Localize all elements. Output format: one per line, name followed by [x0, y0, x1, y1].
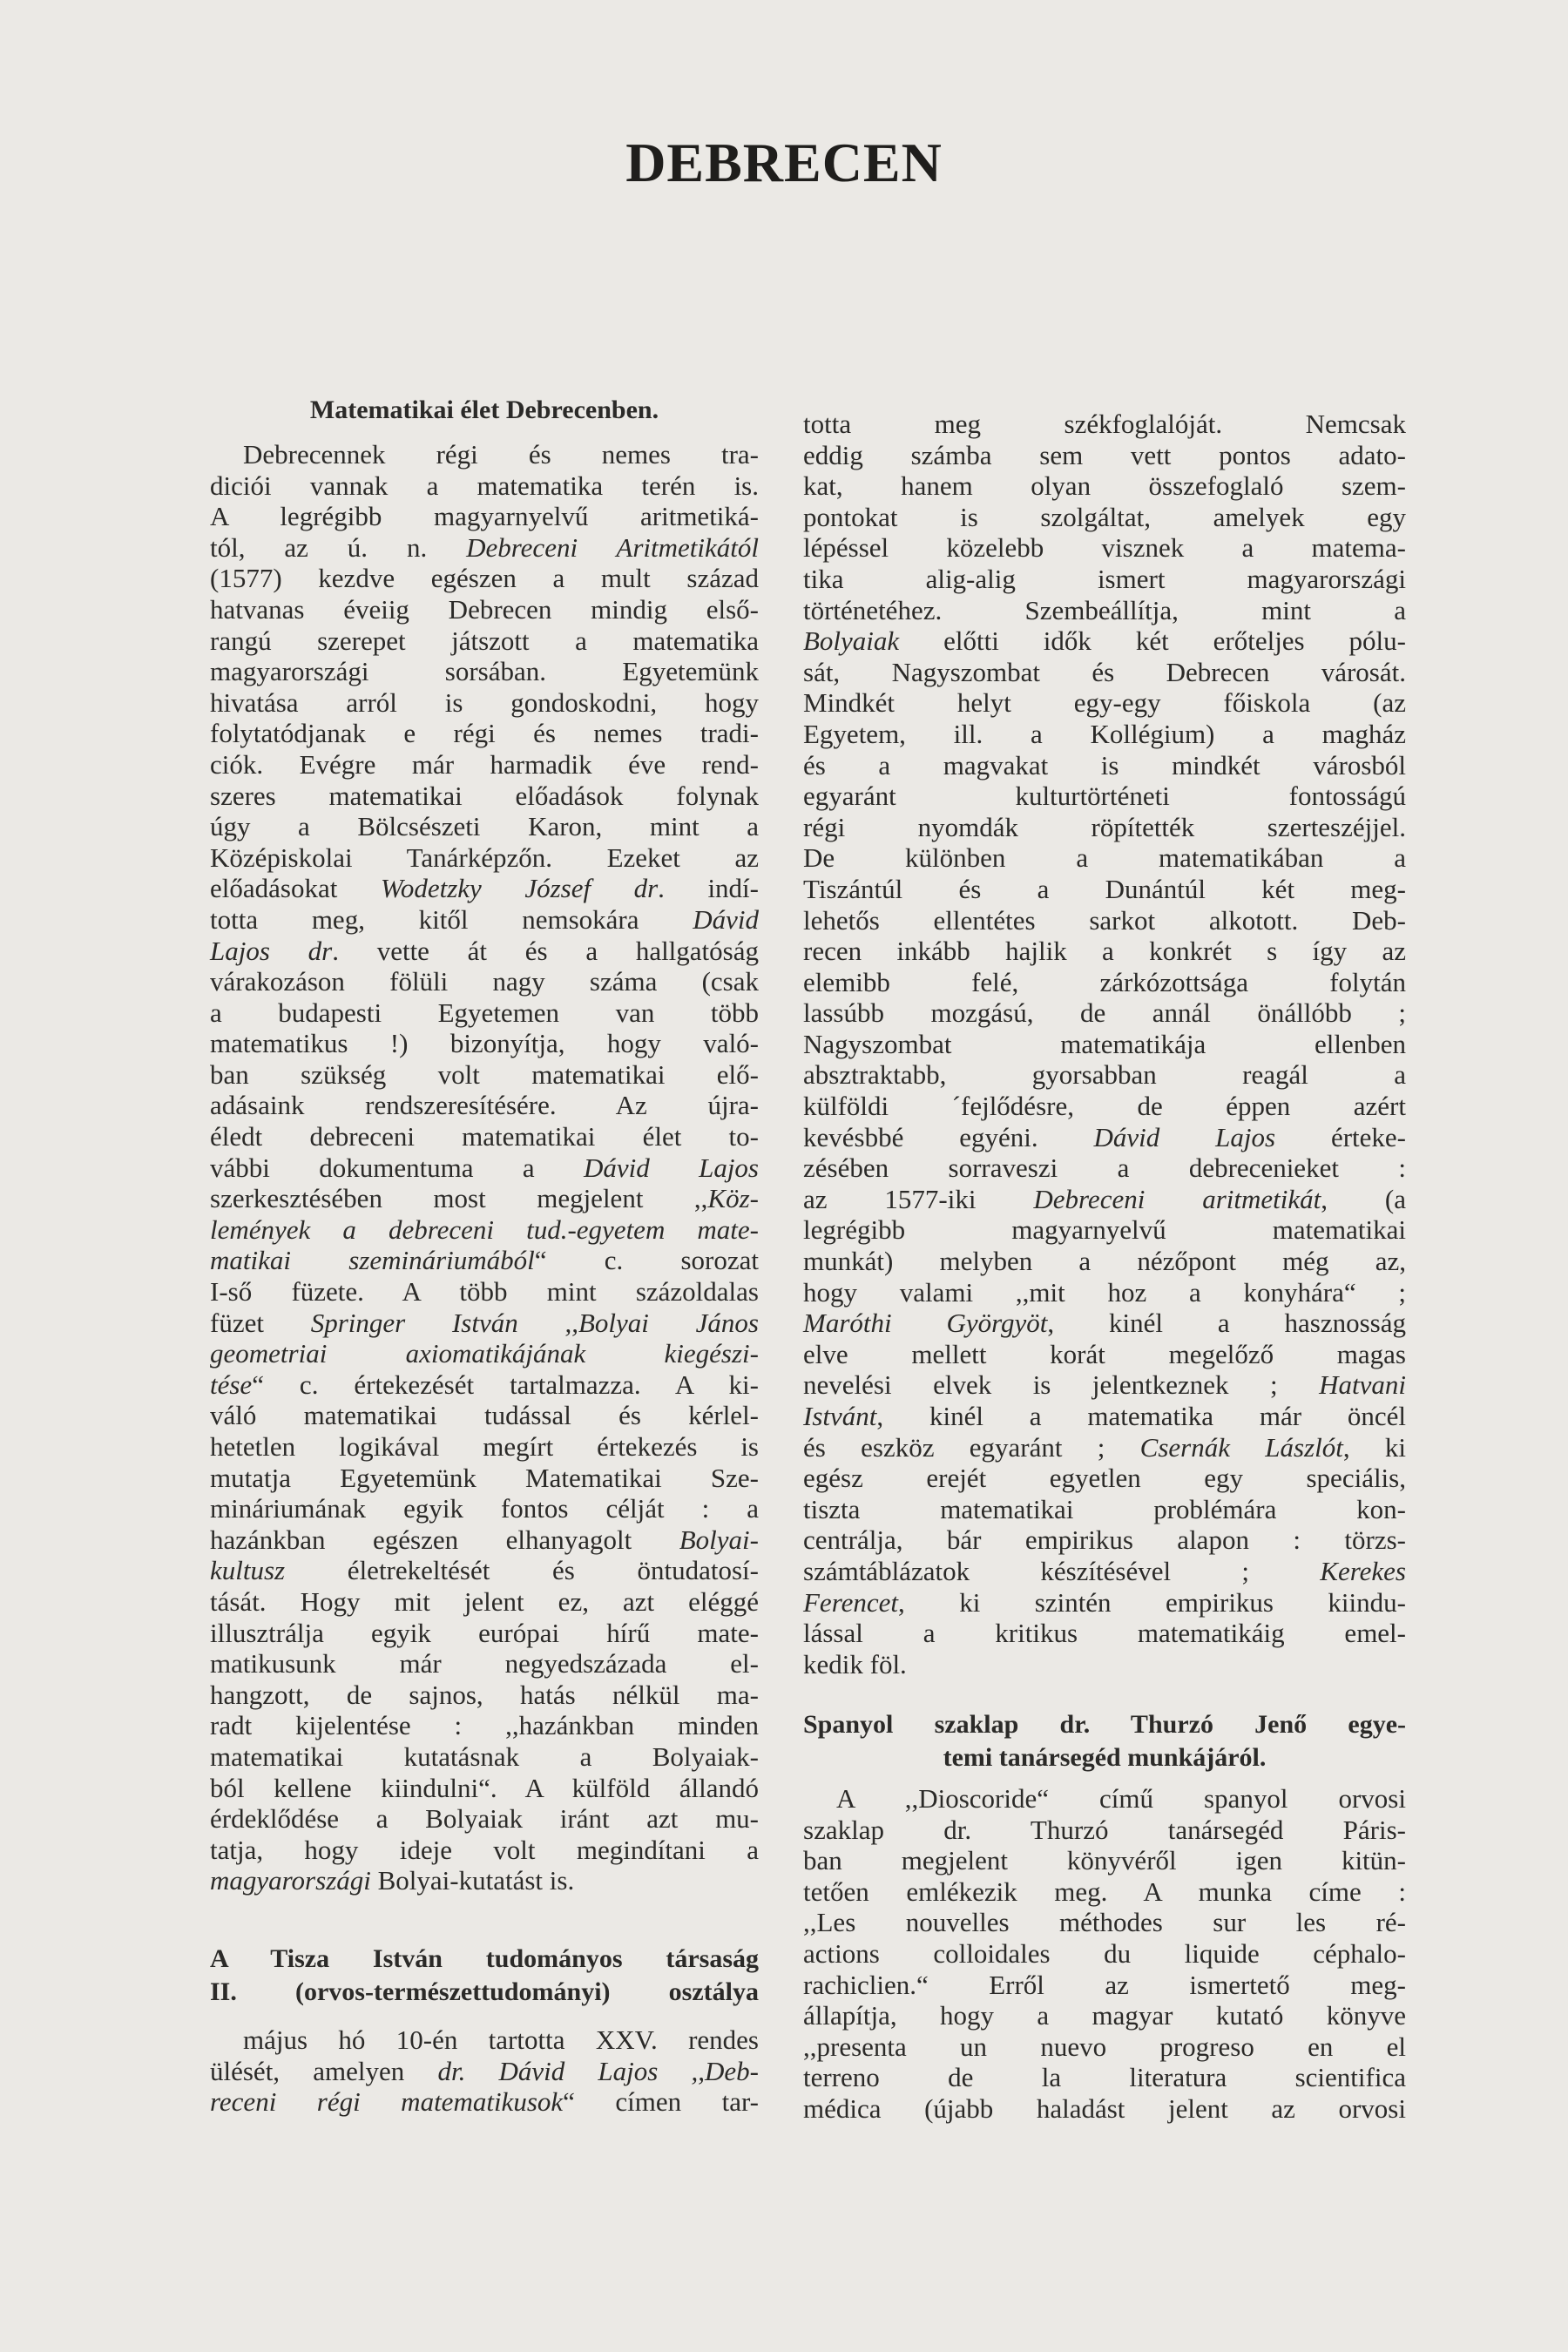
text-line: [210, 1059, 759, 1091]
text-line: [210, 1431, 759, 1463]
text: érteke-: [1275, 1121, 1406, 1152]
italic-text: Lajos dr: [210, 935, 333, 966]
text-line: [210, 1245, 759, 1276]
text-line: [803, 2031, 1406, 2063]
text-line: [803, 1938, 1406, 1970]
text: legrégibb magyarnyelvű matematikai: [803, 1214, 1406, 1246]
text-line: [210, 594, 759, 625]
italic-text: dr. Dávid Lajos ,,Deb-: [437, 2055, 760, 2086]
text-line: [803, 1277, 1406, 1308]
text: egyaránt kulturtörténeti fontosságú: [803, 781, 1406, 812]
text: május hó 10-én tartotta XXV. rendes: [243, 2024, 759, 2055]
text: . vette át és a hallgatóság: [332, 935, 759, 966]
text-line: [803, 1246, 1406, 1277]
text: zésében sorraveszi a debrecenieket :: [803, 1152, 1406, 1184]
text: . indí-: [658, 873, 759, 904]
text-line: [210, 687, 759, 719]
text: életrekeltését és öntudatosí-: [285, 1555, 759, 1586]
text-line: [803, 1907, 1406, 1938]
text-line: [210, 781, 759, 812]
text: Mindkét helyt egy-egy főiskola (az: [803, 687, 1406, 719]
text: külföldi ´fejlődésre, de éppen azért: [803, 1091, 1406, 1122]
text-line: [210, 1152, 759, 1184]
text: ,,presenta un nuevo progreso en el: [803, 2031, 1406, 2062]
text-line: [210, 873, 759, 904]
text-line: [803, 595, 1406, 626]
text-line: [210, 1773, 759, 1804]
text: és eszköz egyaránt ;: [803, 1431, 1140, 1463]
text: terreno de la literatura scientifica: [803, 2062, 1406, 2093]
text-line: [803, 564, 1406, 595]
italic-text: Debreceni Aritmetikától: [466, 531, 759, 563]
italic-text: tése: [210, 1369, 253, 1400]
text: diciói vannak a matematika terén is.: [210, 470, 759, 501]
text: az 1577-iki: [803, 1183, 1034, 1214]
text-line: [210, 1028, 759, 1059]
text: rangú szerepet játszott a matematika: [210, 625, 759, 656]
text: Tiszántúl és a Dunántúl két meg-: [803, 873, 1406, 904]
text-line: [210, 1865, 759, 1896]
text: hazánkban egészen elhanyagolt: [210, 1524, 679, 1555]
section-heading: Matematikai élet Debrecenben.: [309, 395, 659, 424]
text: totta meg, kitől nemsokára: [210, 903, 693, 935]
text-line: [210, 470, 759, 502]
text-line: [210, 718, 759, 749]
text: radt kijelentése : ,,hazánkban minden: [210, 1710, 759, 1741]
text-line: [803, 1587, 1406, 1619]
italic-text: Springer István ,,Bolyai János: [310, 1307, 759, 1338]
text-line: [210, 2086, 759, 2118]
text-line: [803, 1184, 1406, 1215]
text-line: [803, 1122, 1406, 1153]
text: számtáblázatok készítésével ;: [803, 1555, 1321, 1586]
text: , ki: [1342, 1431, 1406, 1463]
text: történetéhez. Szembeállítja, mint a: [803, 594, 1406, 625]
text-line: [210, 1369, 759, 1401]
text-line: [803, 2000, 1406, 2031]
text: matematikus !) bizonyítja, hogy való-: [210, 1028, 759, 1059]
italic-text: matikai szemináriumából: [210, 1245, 535, 1276]
text: recen inkább hajlik a konkrét s így az: [803, 936, 1406, 967]
article-section: [803, 1708, 1406, 2125]
text: , (a: [1321, 1183, 1406, 1214]
text-line: [803, 719, 1406, 750]
text-line: [210, 749, 759, 781]
text-line: [803, 1783, 1406, 1815]
text: , kinél a hasznosság: [1047, 1308, 1406, 1339]
text: tól, az ú. n.: [210, 531, 467, 563]
text-line: [210, 1524, 759, 1556]
text: hivatása arról is gondoskodni, hogy: [210, 686, 759, 718]
italic-text: Dávid Lajos: [1093, 1121, 1276, 1152]
text-line: [210, 1648, 759, 1680]
text-line: [803, 967, 1406, 998]
text: állapítja, hogy a magyar kutató könyve: [803, 2000, 1406, 2031]
italic-text: Wodetzky József dr: [380, 873, 659, 904]
text-line: [803, 1214, 1406, 1246]
text-line: [210, 625, 759, 657]
text-line: [803, 1649, 1406, 1680]
text: “ c. sorozat: [534, 1245, 759, 1276]
article-section: [803, 409, 1406, 1680]
text: illusztrálja egyik európai hírű mate-: [210, 1617, 759, 1648]
text: mutatja Egyetemünk Matematikai Sze-: [210, 1462, 759, 1493]
text-line: [803, 1091, 1406, 1122]
text-line: [803, 532, 1406, 564]
text: vábbi dokumentuma a: [210, 1152, 584, 1183]
section-heading: Spanyol szaklap dr. Thurzó Jenő egye-: [803, 1710, 1406, 1739]
text: hetetlen logikával megírt értekezés is: [210, 1431, 759, 1462]
text: egész erejét egyetlen egy speciális,: [803, 1463, 1406, 1494]
text: hangzott, de sajnos, hatás nélkül ma-: [210, 1679, 759, 1710]
italic-text: Ferencet: [803, 1586, 898, 1618]
text: kat, hanem olyan összefoglaló szem-: [803, 470, 1406, 502]
text-line: [803, 409, 1406, 440]
text: régi nyomdák röpítették szerteszéjjel.: [803, 811, 1406, 842]
text: mináriumának egyik fontos célját : a: [210, 1493, 759, 1524]
text: füzet: [210, 1307, 311, 1338]
italic-text: Dávid Lajos: [583, 1152, 759, 1183]
text-line: [803, 2062, 1406, 2093]
text: elemibb felé, zárkózottsága folytán: [803, 966, 1406, 997]
text: pontokat is szolgáltat, amelyek egy: [803, 501, 1406, 532]
text: éledt debreceni matematikai élet to-: [210, 1121, 759, 1152]
text-line: [803, 1618, 1406, 1649]
italic-text: Bolyaiak: [803, 625, 900, 657]
text-line: [803, 1029, 1406, 1060]
text: szaklap dr. Thurzó tanársegéd Páris-: [803, 1814, 1406, 1845]
text: ,,Les nouvelles méthodes sur les ré-: [803, 1907, 1406, 1938]
text-line: [803, 905, 1406, 936]
text: kevésbbé egyéni.: [803, 1121, 1094, 1152]
text: eddig számba sem vett pontos adato-: [803, 439, 1406, 470]
text-line: [803, 1970, 1406, 2001]
text: folytatódjanak e régi és nemes tradi-: [210, 718, 759, 749]
text-line: [210, 904, 759, 936]
text: Nagyszombat matematikája ellenben: [803, 1028, 1406, 1059]
text-line: [803, 1876, 1406, 1908]
text: centrálja, bár empirikus alapon : törzs-: [803, 1524, 1406, 1556]
text: ciók. Evégre már harmadik éve rend-: [210, 748, 759, 780]
text-line: [210, 656, 759, 687]
text-line: [210, 1214, 759, 1246]
text-line: [210, 1741, 759, 1773]
text: totta meg székfoglalóját. Nemcsak: [803, 409, 1406, 439]
text-line: [803, 750, 1406, 781]
text-line: [210, 1338, 759, 1369]
text-line: [803, 874, 1406, 905]
text: tetően emlékezik meg. A munka címe :: [803, 1876, 1406, 1907]
text-line: [210, 439, 759, 470]
text: A legrégibb magyarnyelvű aritmetiká-: [210, 501, 759, 532]
text-line: [803, 657, 1406, 688]
text-line: [210, 1090, 759, 1121]
text-line: [210, 966, 759, 997]
italic-text: Istvánt: [803, 1401, 877, 1431]
text-line: [210, 1835, 759, 1866]
italic-text: lemények a debreceni tud.-egyetem mate-: [210, 1213, 759, 1245]
text: kedik föl.: [803, 1648, 907, 1680]
text-line: [803, 1463, 1406, 1494]
text: adásaink rendszeresítésére. Az újra-: [210, 1090, 759, 1121]
text: előadásokat: [210, 873, 381, 904]
italic-text: receni régi matematikusok: [210, 2086, 564, 2118]
text: előtti idők két erőteljes pólu-: [899, 625, 1406, 657]
text-line: [210, 1555, 759, 1586]
section-heading: II. (orvos-természettudományi) osztálya: [210, 1977, 759, 2006]
text: lehetős ellentétes sarkot alkotott. Deb-: [803, 904, 1406, 936]
text-line: [210, 1183, 759, 1214]
article-section: [210, 394, 759, 1896]
text: Egyetem, ill. a Kollégium) a magház: [803, 718, 1406, 749]
text-line: [803, 625, 1406, 657]
text-line: [210, 1308, 759, 1339]
text-line: [803, 1815, 1406, 1846]
article-section: [210, 1943, 759, 2118]
text-line: [803, 1524, 1406, 1556]
italic-text: magyarországi: [210, 1865, 371, 1896]
text-line: [210, 1400, 759, 1431]
text-line: [210, 2024, 759, 2056]
text: munkát) melyben a nézőpont még az,: [803, 1246, 1406, 1277]
text: , kinél a matematika már öncél: [876, 1401, 1406, 1431]
section-heading: A Tisza István tudományos társaság: [210, 1944, 759, 1973]
text: hatvanas éveiig Debrecen mindig első-: [210, 593, 759, 625]
text: szeres matematikai előadások folynak: [210, 780, 759, 811]
text: (1577) kezdve egészen a mult század: [210, 563, 759, 594]
text-line: [210, 1276, 759, 1308]
text: tatja, hogy ideje volt megindítani a: [210, 1834, 759, 1865]
text: médica (újabb haladást jelent az orvosi: [803, 2092, 1406, 2124]
text: elve mellett korát megelőző magas: [803, 1338, 1406, 1369]
text-line: [803, 1432, 1406, 1463]
text-line: [210, 997, 759, 1029]
page-title: DEBRECEN: [625, 132, 943, 193]
text-line: [803, 687, 1406, 719]
italic-text: Köz-: [707, 1183, 759, 1214]
text-line: [210, 501, 759, 532]
text: A ,,Dioscoride“ című spanyol orvosi: [836, 1783, 1406, 1814]
text: váló matematikai tudással és kérlel-: [210, 1400, 759, 1431]
section-heading: temi tanársegéd munkájáról.: [943, 1743, 1267, 1772]
text: és a magvakat is mindkét városból: [803, 749, 1406, 781]
text: tiszta matematikai problémára kon-: [803, 1493, 1406, 1524]
text: Debrecennek régi és nemes tra-: [243, 439, 759, 470]
text-line: [803, 997, 1406, 1029]
text-line: [210, 811, 759, 842]
text-line: [210, 1586, 759, 1618]
text: De különben a matematikában a: [803, 842, 1406, 874]
text-line: [210, 2056, 759, 2087]
text: szerkesztésében most megjelent ,,: [210, 1183, 708, 1214]
text-line: [210, 563, 759, 594]
text-line: [803, 1152, 1406, 1184]
text-line: [803, 812, 1406, 843]
text: matikusunk már negyedszázada el-: [210, 1648, 759, 1680]
text: Középiskolai Tanárképzőn. Ezeket az: [210, 841, 759, 873]
text-line: [210, 1463, 759, 1494]
text-line: [803, 440, 1406, 471]
text: tika alig-alig ismert magyarországi: [803, 563, 1406, 594]
text-line: [803, 2093, 1406, 2125]
text-line: [803, 842, 1406, 874]
text-line: [803, 1059, 1406, 1091]
text-line: [210, 532, 759, 564]
text-line: [210, 1493, 759, 1524]
text: sát, Nagyszombat és Debrecen városát.: [803, 656, 1406, 687]
text: lással a kritikus matematikáig emel-: [803, 1618, 1406, 1649]
text-line: [210, 1803, 759, 1835]
text: “ c. értekezését tartalmazza. A ki-: [252, 1369, 759, 1400]
italic-text: Dávid: [693, 903, 759, 935]
text: matematikai kutatásnak a Bolyaiak-: [210, 1740, 759, 1772]
text: ban megjelent könyvéről igen kitün-: [803, 1845, 1406, 1876]
text: tását. Hogy mit jelent ez, azt eléggé: [210, 1585, 759, 1617]
text: I-ső füzete. A több mint százoldalas: [210, 1276, 759, 1308]
text-line: [803, 1556, 1406, 1587]
text-line: [210, 842, 759, 874]
text-line: [803, 470, 1406, 502]
italic-text: Hatvani: [1319, 1369, 1406, 1401]
text: rachiclien.“ Erről az ismertető meg-: [803, 1969, 1406, 2000]
text: a budapesti Egyetemen van több: [210, 997, 759, 1028]
text: lassúbb mozgású, de annál önállóbb ;: [803, 997, 1406, 1029]
text-line: [803, 1845, 1406, 1876]
italic-text: Csernák Lászlót: [1139, 1431, 1343, 1463]
text: ban szükség volt matematikai elő-: [210, 1058, 759, 1090]
text-line: [210, 1121, 759, 1152]
text: ból kellene kiindulni“. A külföld állandó: [210, 1772, 759, 1803]
text: ülését, amelyen: [210, 2055, 438, 2086]
text: úgy a Bölcsészeti Karon, mint a: [210, 811, 759, 842]
text: absztraktabb, gyorsabban reagál a: [803, 1059, 1406, 1091]
text-line: [210, 936, 759, 967]
italic-text: Debreceni aritmetikát: [1033, 1183, 1321, 1214]
text: , ki szintén empirikus kiindu-: [898, 1586, 1406, 1618]
text: hogy valami ,,mit hoz a konyhára“ ;: [803, 1276, 1406, 1308]
text-line: [803, 1401, 1406, 1432]
text-line: [803, 781, 1406, 812]
italic-text: Maróthi Györgyöt: [803, 1308, 1048, 1339]
text: Bolyai-kutatást is.: [370, 1865, 575, 1896]
italic-text: geometriai axiomatikájának kiegészi-: [210, 1338, 759, 1369]
text-line: [803, 502, 1406, 533]
italic-text: Kerekes: [1320, 1555, 1406, 1586]
text-line: [803, 1308, 1406, 1339]
text: actions colloidales du liquide céphalo-: [803, 1937, 1406, 1969]
text: érdeklődése a Bolyaiak iránt azt mu-: [210, 1803, 759, 1835]
text: várakozáson fölüli nagy száma (csak: [210, 966, 759, 997]
text-line: [210, 1680, 759, 1711]
text: lépéssel közelebb visznek a matema-: [803, 532, 1406, 564]
italic-text: kultusz: [210, 1555, 286, 1586]
text: “ címen tar-: [563, 2086, 759, 2118]
text: magyarországi sorsában. Egyetemünk: [210, 656, 759, 687]
text-line: [803, 1339, 1406, 1370]
text-line: [803, 1494, 1406, 1525]
text-line: [210, 1710, 759, 1741]
text-line: [803, 936, 1406, 967]
text-line: [210, 1618, 759, 1649]
text-line: [803, 1369, 1406, 1401]
italic-text: Bolyai-: [679, 1524, 759, 1555]
text: nevelési elvek is jelentkeznek ;: [803, 1369, 1320, 1401]
